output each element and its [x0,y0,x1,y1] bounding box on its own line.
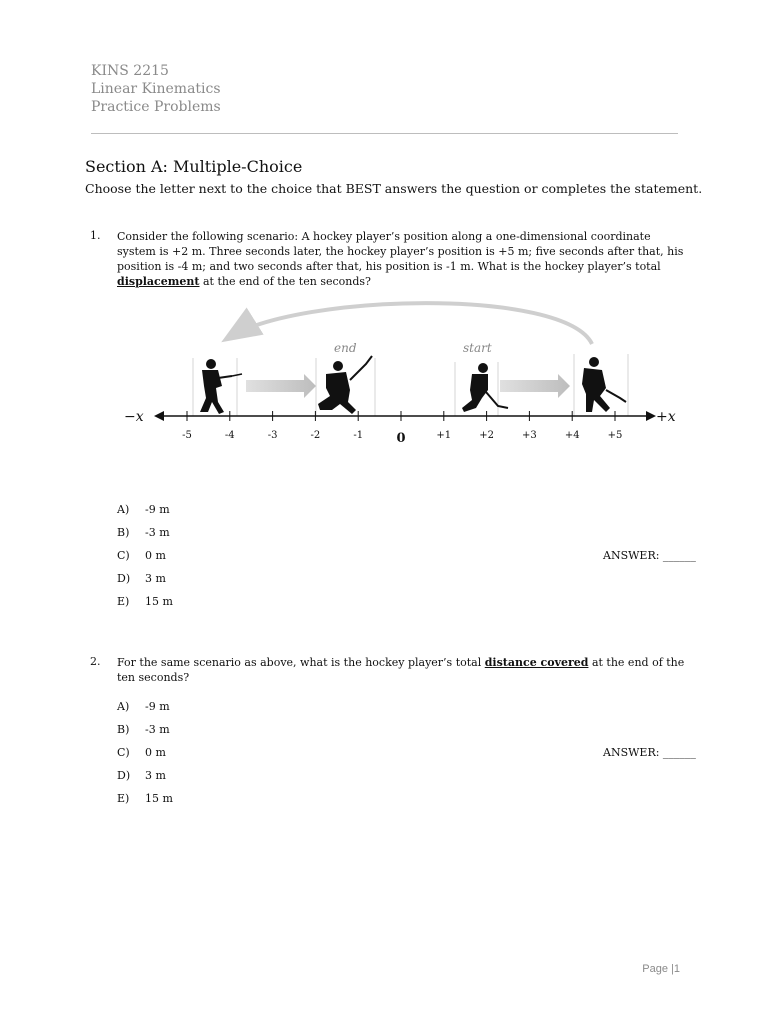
tick-label: -2 [310,430,321,441]
q1-answer-blank[interactable]: ANSWER: ______ [603,549,696,562]
q1-choice-b[interactable]: B) -3 m [117,526,170,539]
q2-choice-c[interactable]: C) 0 m [117,746,166,759]
hockey-player-icon [582,357,626,412]
question-1-emphasis: displacement [117,275,200,288]
hockey-player-icon [200,359,242,414]
question-1-text [117,229,687,289]
question-1-text-after: at the end of the ten seconds? [199,275,371,288]
axis-negative-label: −x [124,409,144,425]
tick-label: +5 [607,430,623,441]
label-start: start [463,341,492,355]
q2-choice-a[interactable]: A) -9 m [117,700,170,713]
question-2-emphasis: distance covered [484,656,589,669]
q1-choice-a[interactable]: A) -9 m [117,503,170,516]
motion-arrow-left [246,374,316,398]
question-2-text-before: For the same scenario as above, what is the hockey player’s total [117,656,485,669]
tick-label: -5 [182,430,192,441]
document-type: Practice Problems [91,99,221,115]
header-divider [91,133,678,134]
q1-choice-d[interactable]: D) 3 m [117,572,166,585]
hockey-player-icon [318,356,372,414]
tick-label: +4 [564,430,580,441]
number-line-diagram [120,298,690,458]
page-number: Page |1 [642,963,680,975]
q2-answer-blank[interactable]: ANSWER: ______ [603,746,696,759]
question-1-text-before: Consider the following scenario: A hockey player’s position along a one-dimensional coordinate system is +2 m. Three seconds later, the hockey player’s position is +5 m; five seconds after that, his position is -4 m; and two seconds after that, his position is -1 m. What is the hockey player’s total [117,230,684,273]
document-header [91,62,221,116]
label-end: end [334,341,357,355]
q1-choice-e[interactable]: E) 15 m [117,595,173,608]
tick-label: -3 [267,430,278,441]
tick-label: +3 [522,430,537,441]
tick-label: -1 [353,430,364,441]
motion-arrow-right [500,374,570,398]
section-instructions: Choose the letter next to the choice that BEST answers the question or completes the statement. [85,181,703,196]
question-2-text [117,655,687,685]
tick-label: +1 [436,430,452,441]
q2-choice-e[interactable]: E) 15 m [117,792,173,805]
question-1-number: 1. [90,229,101,242]
curved-arrow [228,303,592,344]
q1-choice-c[interactable]: C) 0 m [117,549,166,562]
course-code: KINS 2215 [91,63,169,79]
question-2-text-after: at the end of the ten seconds? [117,656,685,684]
tick-label: +2 [479,430,494,441]
axis-positive-label: +x [656,409,676,425]
question-2-number: 2. [90,655,101,668]
q2-choice-b[interactable]: B) -3 m [117,723,170,736]
tick-label: 0 [396,431,406,446]
q2-choice-d[interactable]: D) 3 m [117,769,166,782]
tick-label: -4 [224,430,235,441]
course-topic: Linear Kinematics [91,81,221,97]
section-title: Section A: Multiple-Choice [85,157,303,176]
